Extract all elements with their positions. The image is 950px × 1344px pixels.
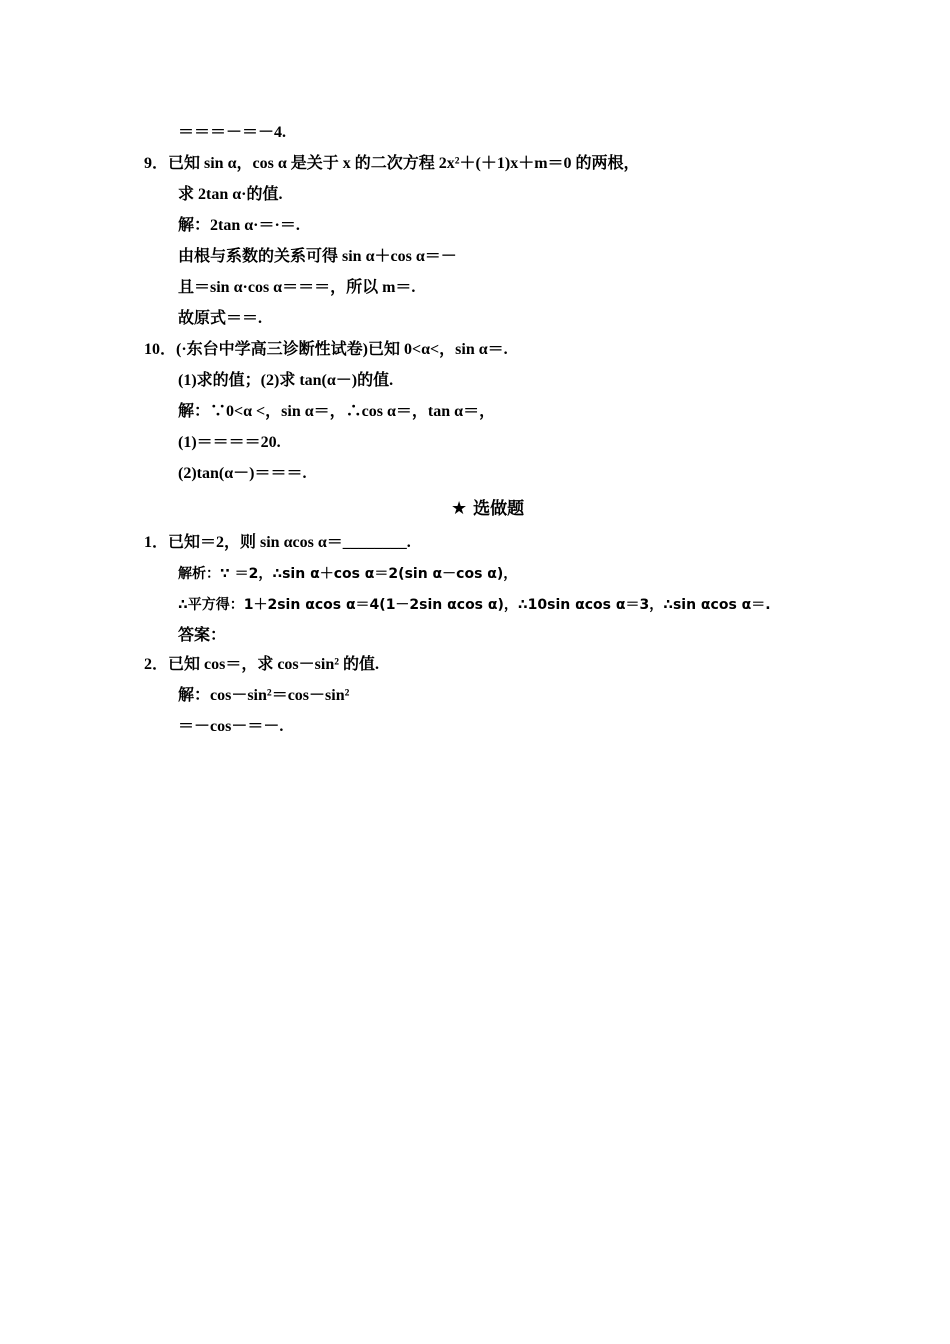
analysis-line: ∴平方得：1＋2sin αcos α＝4(1－2sin αcos α)，∴10sin αcos α＝3，∴sin αcos α＝. xyxy=(178,597,771,613)
text-line: 由根与系数的关系可得 sin α＋cos α＝－ xyxy=(178,248,457,265)
text-line: (1)求的值；(2)求 tan(α－)的值. xyxy=(178,372,394,389)
analysis-line: 解析：∵ ＝2，∴sin α＋cos α＝2(sin α－cos α)， xyxy=(178,566,518,582)
star-icon: ★ xyxy=(451,498,468,519)
text-line: ＝＝＝－＝－4. xyxy=(178,124,287,141)
solution-line: 解：cos－sin²＝cos－sin² xyxy=(178,687,350,704)
section-heading xyxy=(451,498,524,520)
text-line: 且＝sin α·cos α＝＝＝，所以 m＝. xyxy=(178,279,416,296)
solution-line: 解：∵0<α <，sin α＝，∴cos α＝，tan α＝， xyxy=(178,403,496,420)
text-line: 故原式＝＝. xyxy=(178,310,263,327)
answer-label: 答案： xyxy=(178,627,227,644)
section-title: 选做题 xyxy=(473,499,525,519)
problem-10-statement: 10．(·东台中学高三诊断性试卷)已知 0<α<，sin α＝. xyxy=(144,341,508,358)
optional-problem-1-statement: 1．已知＝2，则 sin αcos α＝________. xyxy=(144,534,411,551)
text-line: (2)tan(α－)＝＝＝. xyxy=(178,465,307,482)
solution-line: 解：2tan α·＝·＝. xyxy=(178,217,300,234)
text-line: ＝－cos－＝－. xyxy=(178,718,284,735)
text-line: (1)＝＝＝＝20. xyxy=(178,434,281,451)
problem-9-statement: 9．已知 sin α，cos α 是关于 x 的二次方程 2x²＋(＋1)x＋m＝0 的两根， xyxy=(144,155,640,172)
text-line: 求 2tan α·的值. xyxy=(178,186,283,203)
optional-problem-2-statement: 2．已知 cos＝，求 cos－sin² 的值. xyxy=(144,656,380,673)
